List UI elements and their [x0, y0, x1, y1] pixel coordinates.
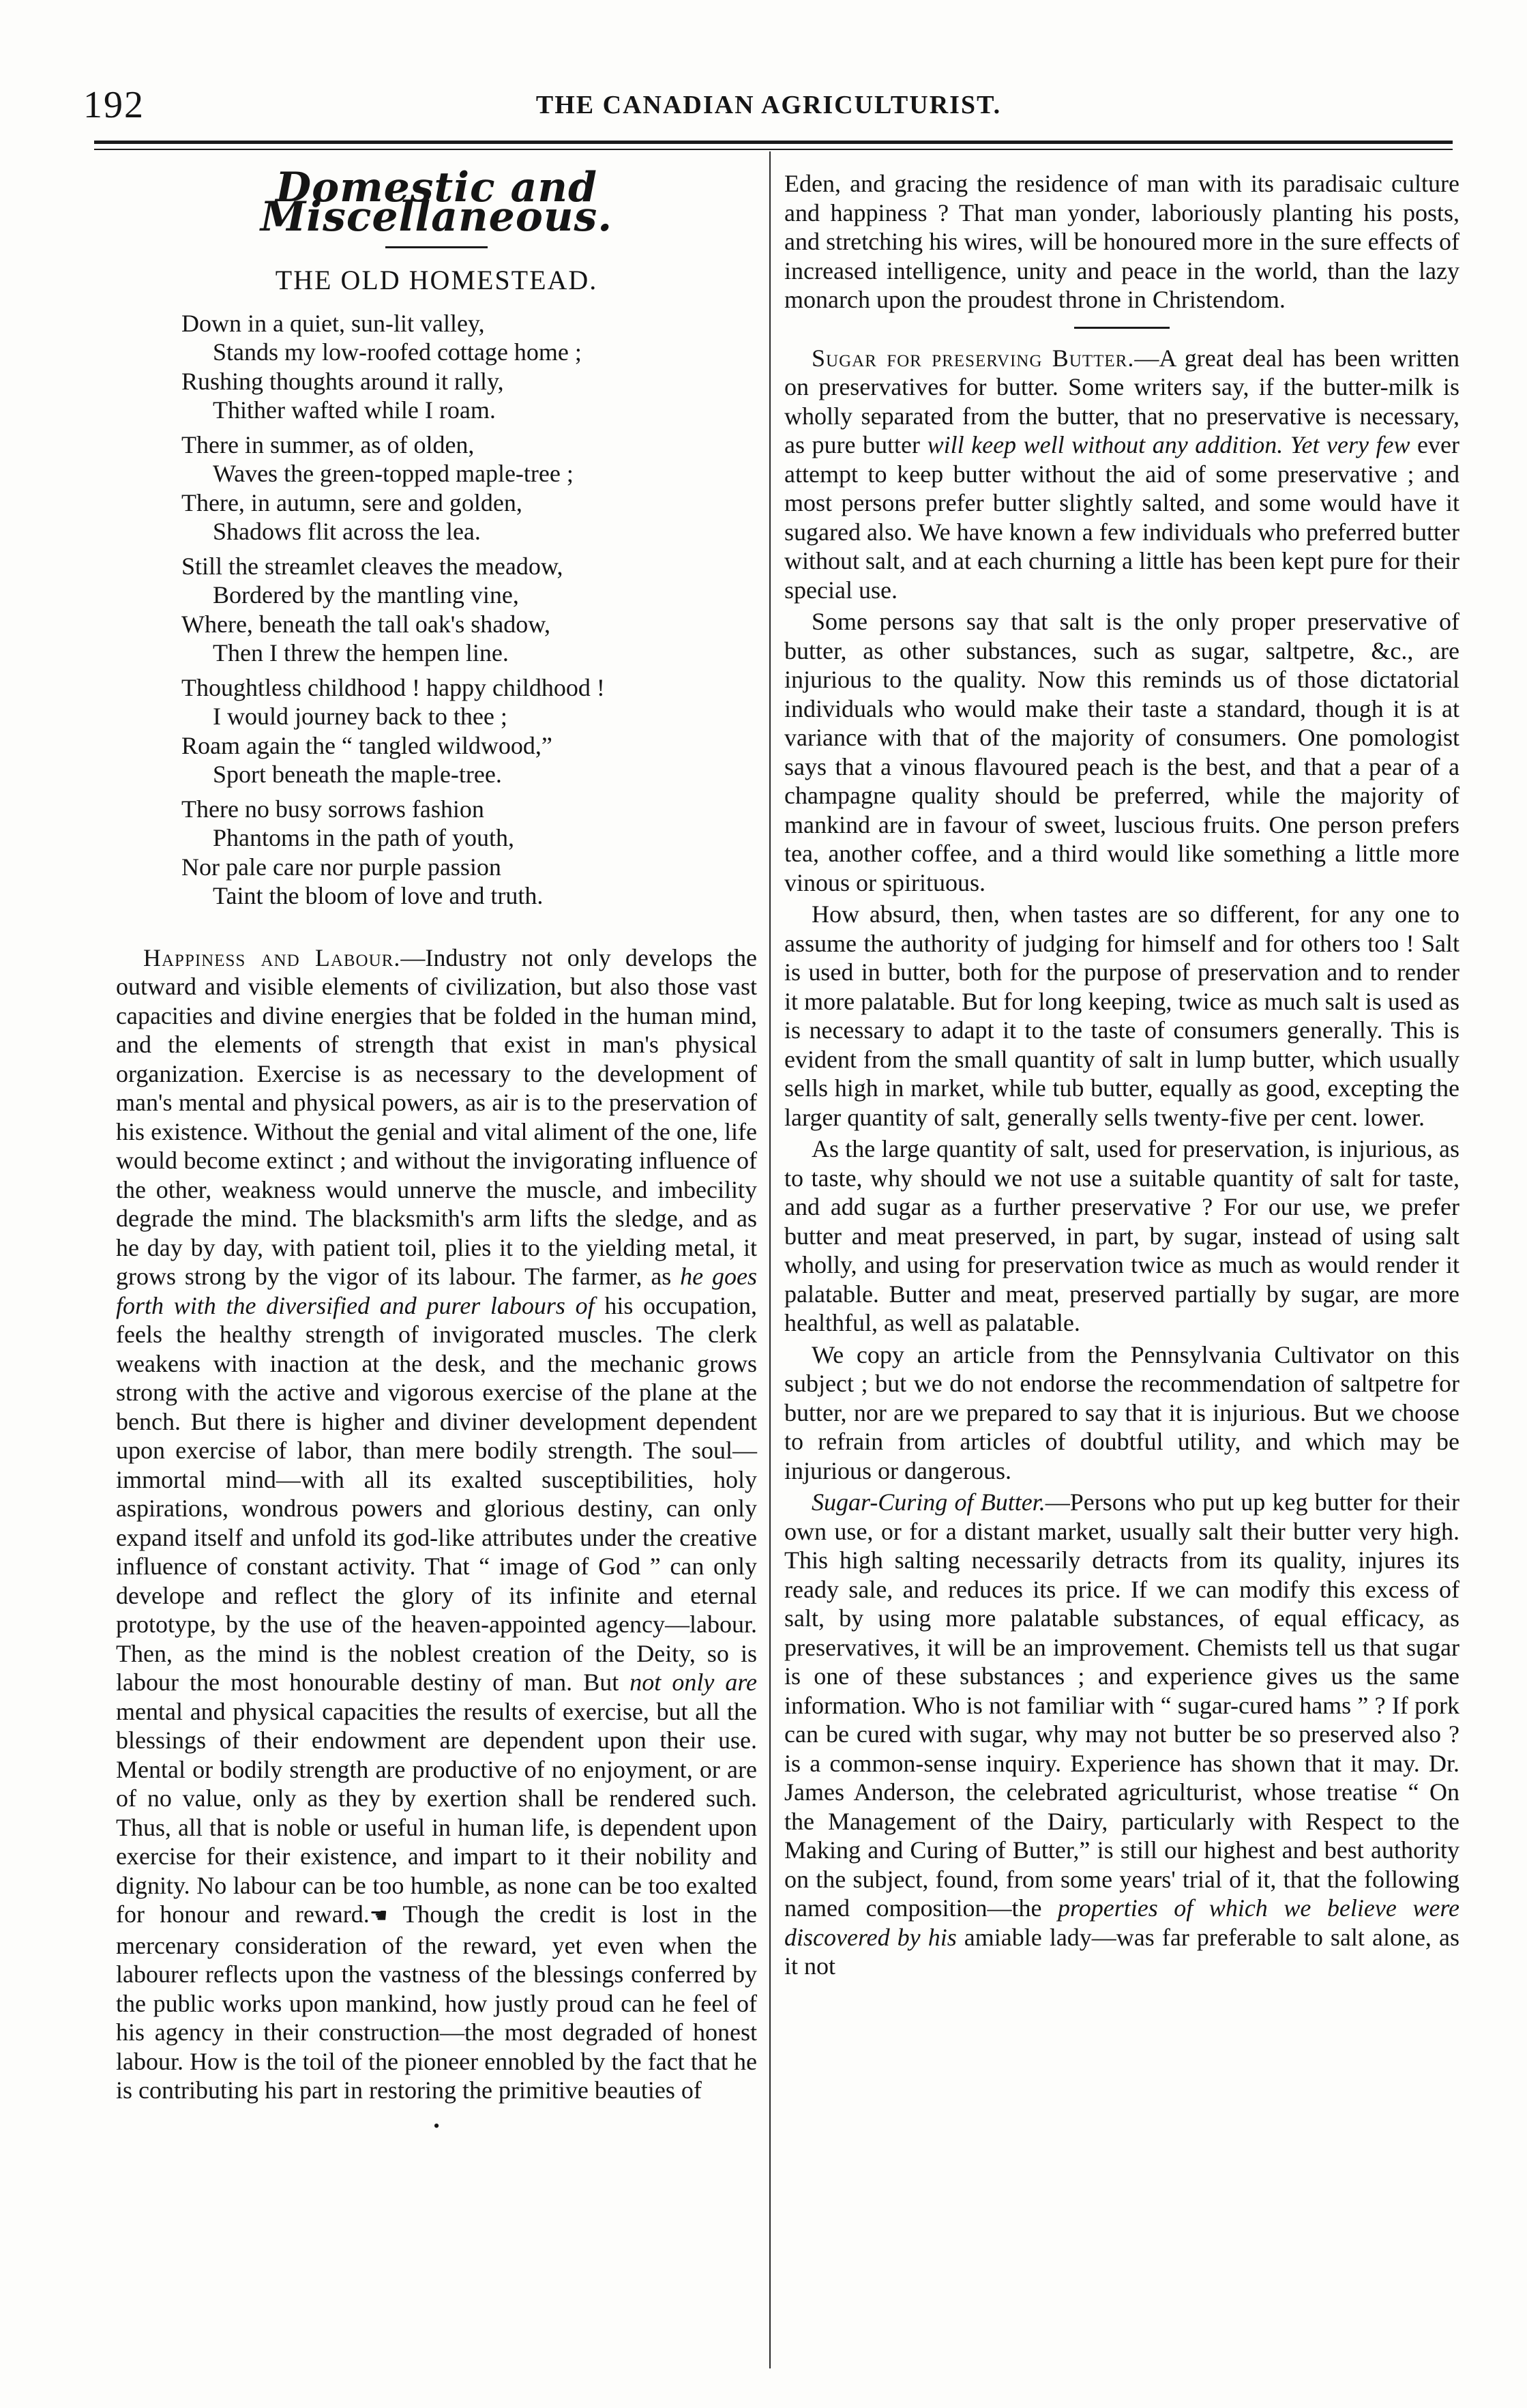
poem [116, 309, 757, 911]
pointing-hand-icon: ☚ [369, 1905, 388, 1927]
poem-line: Taint the bloom of love and truth. [213, 882, 544, 909]
poem-line: Stands my low-roofed cottage home ; [213, 338, 582, 366]
article-text: amiable lady—was far preferable to salt alone, as it not [784, 1923, 1459, 1980]
article-text: Though the credit is lost in the mercenary consideration of the reward, yet even when the labourer reflects upon the vastness of the blessings conferred by the public works upon mankind, how justly proud can he feel of his agency in their construction—the most degraded of honest labour. How is the toil of the pioneer ennobled by the fact that he is contributing his part in restoring the primitive beauties of [116, 1900, 758, 2104]
poem-line: Down in a quiet, sun-lit valley, [181, 309, 485, 337]
poem-stanza [181, 795, 757, 911]
article-text-italic: will keep well without any addition. Yet very few [927, 431, 1410, 458]
poem-stanza [181, 430, 757, 546]
running-title: THE CANADIAN AGRICULTURIST. [535, 91, 1002, 119]
sugar-article-p4: As the large quantity of salt, used for preservation, is injurious, as to taste, why should we not use a suitable quantity of salt for taste, and add sugar as a further preservative ? For our use, we prefer butter and meat preserved, in part, by sugar, instead of using salt wholly, and using for preservation twice as much as would render it palatable. Butter and meat, preserved partially by sugar, are more healthful, as well as palatable. [784, 1135, 1459, 1336]
poem-line: Bordered by the mantling vine, [213, 581, 519, 608]
article-subheading: Sugar-Curing of Butter. [812, 1488, 1046, 1516]
right-column [784, 169, 1459, 1984]
header-rule-thin [94, 149, 1453, 150]
sugar-article-p2: Some persons say that salt is the only proper preservative of butter, as other substances, such as sugar, saltpetre, &c., are injurious to the quality. Now this reminds us of those dictatorial individuals who would make their taste a standard, though it is at variance with that of the majority of consumers. One pomologist says that a vinous flavoured peach is the best, and that a pear of a champagne quality should be preferred, while the majority of mankind are in favour of sweet, luscious fruits. One person prefers tea, another coffee, and a third would like something a little more vinous or spirituous. [784, 608, 1459, 896]
poem-line: Roam again the “ tangled wildwood,” [181, 731, 552, 759]
article-text-italic: he goes forth with the diversified and purer labours of [116, 1263, 757, 1319]
poem-line: Thoughtless childhood ! happy childhood ! [181, 673, 605, 701]
poem-line: Waves the green-topped maple-tree ; [213, 460, 574, 487]
poem-line: There, in autumn, sere and golden, [181, 488, 522, 516]
poem-line: Phantoms in the path of youth, [213, 824, 514, 851]
poem-title: THE OLD HOMESTEAD. [275, 265, 598, 295]
poem-line: Thither wafted while I roam. [213, 396, 496, 424]
article-text-italic: properties of which we believe were discovered by his [784, 1894, 1460, 1951]
article-text: —A great deal has been written on preservatives for butter. Some writers say, if the butter-milk is wholly separated from the butter, that no preservative is necessary, as pure butter [784, 344, 1459, 458]
article-text: his occupation, feels the healthy strength of invigorated muscles. The clerk weakens with inaction at the desk, and the mechanic grows strong with the active and vigorous exercise of the plane at the bench. But there is higher and diviner development dependent upon exercise of labor, than mere bodily strength. The soul—immortal mind—with all its exalted susceptibilities, holy aspirations, wondrous powers and glorious destiny, can only expand itself and unfold its god-like attributes under the creative influence of constant activity. That “ image of God ” can only develope and reflect the glory of its infinite and eternal prototype, by the use of the heaven-appointed agency—labour. Then, as the mind is the noblest creation of the Deity, so is labour the most honourable destiny of man. But [116, 1291, 757, 1696]
poem-line: There no busy sorrows fashion [181, 795, 484, 823]
header-rule-thick [94, 141, 1453, 144]
article-text: —Industry not only develops the outward and visible elements of civilization, but also those vast capacities and divine energies that be folded in the human mind, and the elements of strength that exist in man's physical organization. Exercise is as necessary to the development of man's mental and physical powers, as air is to the preservation of his existence. Without the genial and vital aliment of the one, life would become extinct ; and without the invigorating influence of the other, weakness would unnerve the muscle, and imbecility degrade the mind. The blacksmith's arm lifts the sledge, and as he day by day, with patient toil, plies it to the yielding metal, it grows strong by the vigor of its labour. The farmer, as [116, 943, 757, 1290]
poem-line: Still the streamlet cleaves the meadow, [181, 552, 563, 580]
poem-line: Where, beneath the tall oak's shadow, [181, 610, 550, 638]
page-number: 192 [83, 84, 145, 126]
article-text: —Persons who put up keg butter for their own use, or for a distant market, usually salt their butter very high. This high salting necessarily detracts from its quality, injures its ready sale, and reduces its price. If we can modify this excess of salt, by using more palatable substances, of equal efficacy, as preservatives, it will be an improvement. Chemists tell us that sugar is one of these substances ; and experience gives us the same information. Who is not familiar with “ sugar-cured hams ” ? If pork can be cured with sugar, why may not butter be so preserved also ? is a common-sense inquiry. Experience has shown that it may. Dr. James Anderson, the celebrated agriculturist, whose treatise “ On the Management of the Dairy, particularly with Respect to the Making and Curing of Butter,” is still our highest and best authority on the subject, found, from some years' trial of it, that the following named composition—the [784, 1488, 1460, 1922]
sugar-article-p1 [784, 344, 1459, 605]
column-divider [769, 151, 771, 2368]
poem-line: I would journey back to thee ; [213, 703, 507, 730]
article-text: ever attempt to keep butter without the aid of some preservative ; and most persons prefer butter slightly salted, and some would have it sugared also. We have known a few individuals who preferred butter without salt, and at each churning a little has been kept pure for their special use. [784, 431, 1459, 604]
sugar-article-p6 [784, 1488, 1459, 1981]
poem-stanza [181, 309, 757, 425]
article-heading: Happiness and Labour. [143, 943, 401, 971]
happiness-article [116, 943, 757, 2105]
happiness-continued: Eden, and gracing the residence of man with its paradisaic culture and happiness ? That man yonder, laboriously planting his posts, and stretching his wires, will be honoured more in the sure effects of increased intelligence, unity and peace in the world, than the lazy monarch upon the proudest throne in Christendom. [784, 170, 1459, 313]
article-heading: Sugar for preserving Butter. [812, 344, 1135, 372]
poem-line: Shadows flit across the lea. [213, 518, 481, 545]
poem-stanza [181, 673, 757, 789]
poem-line: There in summer, as of olden, [181, 430, 475, 458]
page-mark: • [433, 2115, 440, 2136]
sugar-article-p3: How absurd, then, when tastes are so different, for any one to assume the authority of judging for himself and for others too ! Salt is used in butter, both for the purpose of preservation and to render it more palatable. But for long keeping, twice as much salt is used as is necessary to adapt it to the taste of consumers generally. This is evident from the small quantity of salt in lump butter, which usually sells high in market, while tub butter, equally as good, excepting the larger quantity of salt, generally sells twenty-five per cent. lower. [784, 900, 1459, 1131]
poem-line: Then I threw the hempen line. [213, 639, 509, 666]
poem-stanza [181, 552, 757, 668]
article-text: mental and physical capacities the results of exercise, but all the blessings of their endowment are dependent upon their use. Mental or bodily strength are productive of no enjoyment, or are of no value, only as they by exertion shall be rendered such. Thus, all that is noble or useful in human life, is dependent upon exercise for their existence, and impart to it their nobility and dignity. No labour can be too humble, as none can be too exalted for honour and reward. [116, 1697, 757, 1928]
poem-line: Rushing thoughts around it rally, [181, 367, 504, 395]
poem-line: Sport beneath the maple-tree. [213, 761, 502, 788]
sugar-article-p5: We copy an article from the Pennsylvania Cultivator on this subject ; but we do not endorse the recommendation of saltpetre for butter, nor are we prepared to say that it is injurious. But we choose to refrain from articles of doubtful utility, and which may be injurious or dangerous. [784, 1340, 1459, 1484]
article-text-italic: not only are [629, 1669, 757, 1696]
poem-line: Nor pale care nor purple passion [181, 853, 501, 881]
section-rule [385, 246, 488, 248]
left-column [116, 164, 758, 2141]
article-separator-rule [1074, 327, 1170, 329]
section-title: Domestic and Miscellaneous. [260, 164, 613, 241]
page-header [83, 80, 1454, 135]
